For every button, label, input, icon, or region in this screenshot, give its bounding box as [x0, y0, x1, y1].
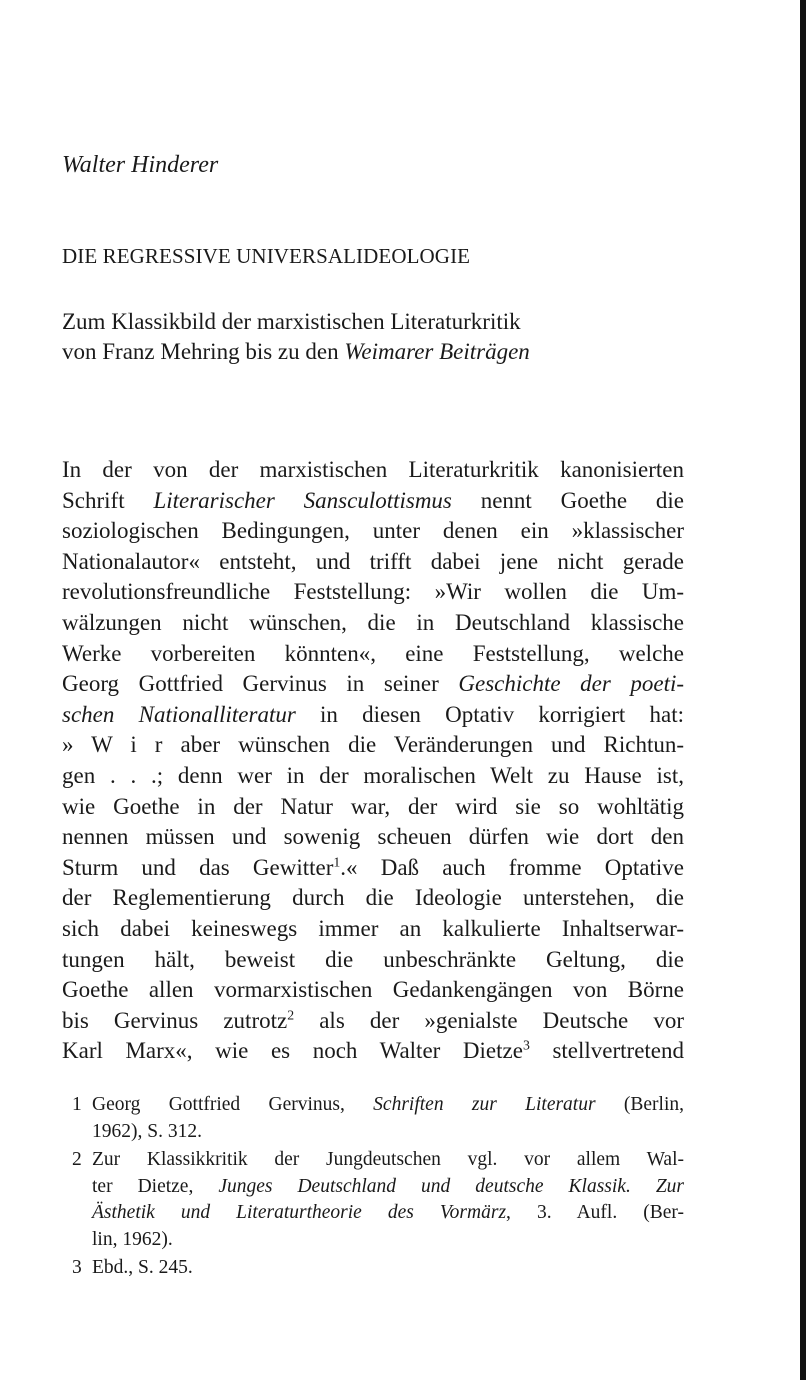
subtitle-line-2-italic: Weimarer Beiträgen: [344, 339, 530, 364]
subtitle-line-2: [62, 337, 530, 367]
text-run: In der von der marxistischen Literaturkritik kanonisierten: [62, 457, 684, 482]
body-line: [62, 792, 684, 823]
footnote-line: [92, 1227, 684, 1254]
text-run: revolutionsfreundliche Feststellung: »Wir wollen die Um-: [62, 579, 684, 605]
footnote-line: [92, 1174, 684, 1201]
text-run: Sturm und das Gewitter: [62, 854, 334, 880]
text-run: nennen müssen und sowenig scheuen dürfen wie dort den: [62, 824, 684, 850]
footnote-number: 1: [72, 1094, 82, 1115]
scan-edge: [800, 0, 806, 1380]
footnote-number: 2: [72, 1149, 82, 1170]
body-line: [62, 455, 684, 486]
text-run: .« Daß auch fromme Optative: [340, 854, 684, 880]
footnote-item: [72, 1147, 684, 1253]
text-run: lin, 1962).: [92, 1228, 173, 1250]
footnote-item: [72, 1255, 684, 1282]
italic-text: Literarischer Sansculottismus: [153, 487, 452, 513]
italic-text: schen Nationalliteratur: [62, 701, 296, 727]
text-run: wälzungen nicht wünschen, die in Deutschland klassische: [62, 609, 684, 635]
text-run: Karl Marx«, wie es noch Walter Dietze: [62, 1038, 523, 1064]
text-run: (Berlin,: [595, 1094, 685, 1115]
body-line: [62, 822, 684, 853]
text-run: Zur Klassikkritik der Jungdeutschen vgl. vor allem Wal-: [92, 1149, 684, 1170]
text-run: soziologischen Bedingungen, unter denen ein »klassischer: [62, 518, 684, 544]
text-run: » W i r aber wünschen die Veränderungen und Richtun-: [62, 732, 684, 758]
italic-text: Junges Deutschland und deutsche Klassik. Zur: [218, 1175, 684, 1197]
footnote-ref: 2: [287, 1007, 295, 1023]
body-line: [62, 883, 684, 914]
text-run: Georg Gottfried Gervinus in seiner: [62, 671, 459, 697]
body-line: [62, 853, 684, 884]
subtitle-line-1: Zum Klassikbild der marxistischen Literaturkritik: [62, 309, 521, 334]
italic-text: Geschichte der poeti-: [458, 671, 685, 697]
text-run: , 3. Aufl. (Ber-: [506, 1202, 685, 1223]
body-line: [62, 945, 684, 976]
body-line: [62, 1036, 684, 1067]
footnotes: [72, 1092, 684, 1284]
footnote-item: [72, 1092, 684, 1145]
text-run: wie Goethe in der Natur war, der wird sie so wohltätig: [62, 793, 684, 819]
body-line: [62, 761, 684, 792]
footnote-line: [92, 1255, 684, 1282]
text-run: Schrift: [62, 487, 154, 513]
italic-text: Ästhetik und Literaturtheorie des Vormärz: [92, 1202, 507, 1223]
text-run: ter Dietze,: [92, 1175, 219, 1197]
text-run: in diesen Optativ korrigiert hat:: [295, 701, 684, 727]
body-line: [62, 486, 684, 517]
footnote-line: [92, 1200, 684, 1227]
body-line: [62, 639, 684, 670]
body-line: [62, 516, 684, 547]
text-run: gen . . .; denn wer in der moralischen Welt zu Hause ist,: [62, 762, 684, 788]
body-line: [62, 730, 684, 761]
footnote-ref: 3: [522, 1037, 530, 1053]
footnote-line: [92, 1147, 684, 1174]
text-run: bis Gervinus zutrotz: [62, 1007, 288, 1033]
essay-subtitle: [62, 307, 530, 367]
italic-text: Schriften zur Literatur: [373, 1094, 596, 1115]
body-line: [62, 914, 684, 945]
body-text: [62, 455, 684, 1067]
essay-title: DIE REGRESSIVE UNIVERSALIDEOLOGIE: [62, 244, 471, 268]
text-run: nennt Goethe die: [451, 487, 684, 513]
text-run: Georg Gottfried Gervinus,: [92, 1094, 374, 1115]
body-line: [62, 975, 684, 1006]
footnote-line: [92, 1092, 684, 1119]
text-run: der Reglementierung durch die Ideologie unterstehen, die: [62, 885, 684, 911]
body-line: [62, 669, 684, 700]
body-line: [62, 577, 684, 608]
footnote-ref: 1: [333, 854, 341, 870]
footnote-number: 3: [72, 1257, 82, 1278]
text-run: 1962), S. 312.: [92, 1120, 202, 1142]
footnote-line: [92, 1119, 684, 1146]
author-name: Walter Hinderer: [62, 152, 219, 178]
body-line: [62, 608, 684, 639]
body-line: [62, 1006, 684, 1037]
text-run: Nationalautor« entsteht, und trifft dabei jene nicht gerade: [62, 548, 684, 574]
body-line: [62, 547, 684, 578]
body-line: [62, 700, 684, 731]
text-run: Ebd., S. 245.: [92, 1257, 193, 1278]
text-run: stellvertretend: [529, 1038, 684, 1064]
text-run: tungen hält, beweist die unbeschränkte Geltung, die: [62, 946, 684, 972]
text-run: sich dabei keineswegs immer an kalkulierte Inhaltserwar-: [62, 915, 684, 941]
text-run: Werke vorbereiten könnten«, eine Feststellung, welche: [62, 640, 684, 666]
text-run: Goethe allen vormarxistischen Gedankengängen von Börne: [62, 977, 684, 1003]
subtitle-line-2-text: von Franz Mehring bis zu den: [62, 339, 345, 364]
text-run: als der »genialste Deutsche vor: [294, 1007, 685, 1033]
